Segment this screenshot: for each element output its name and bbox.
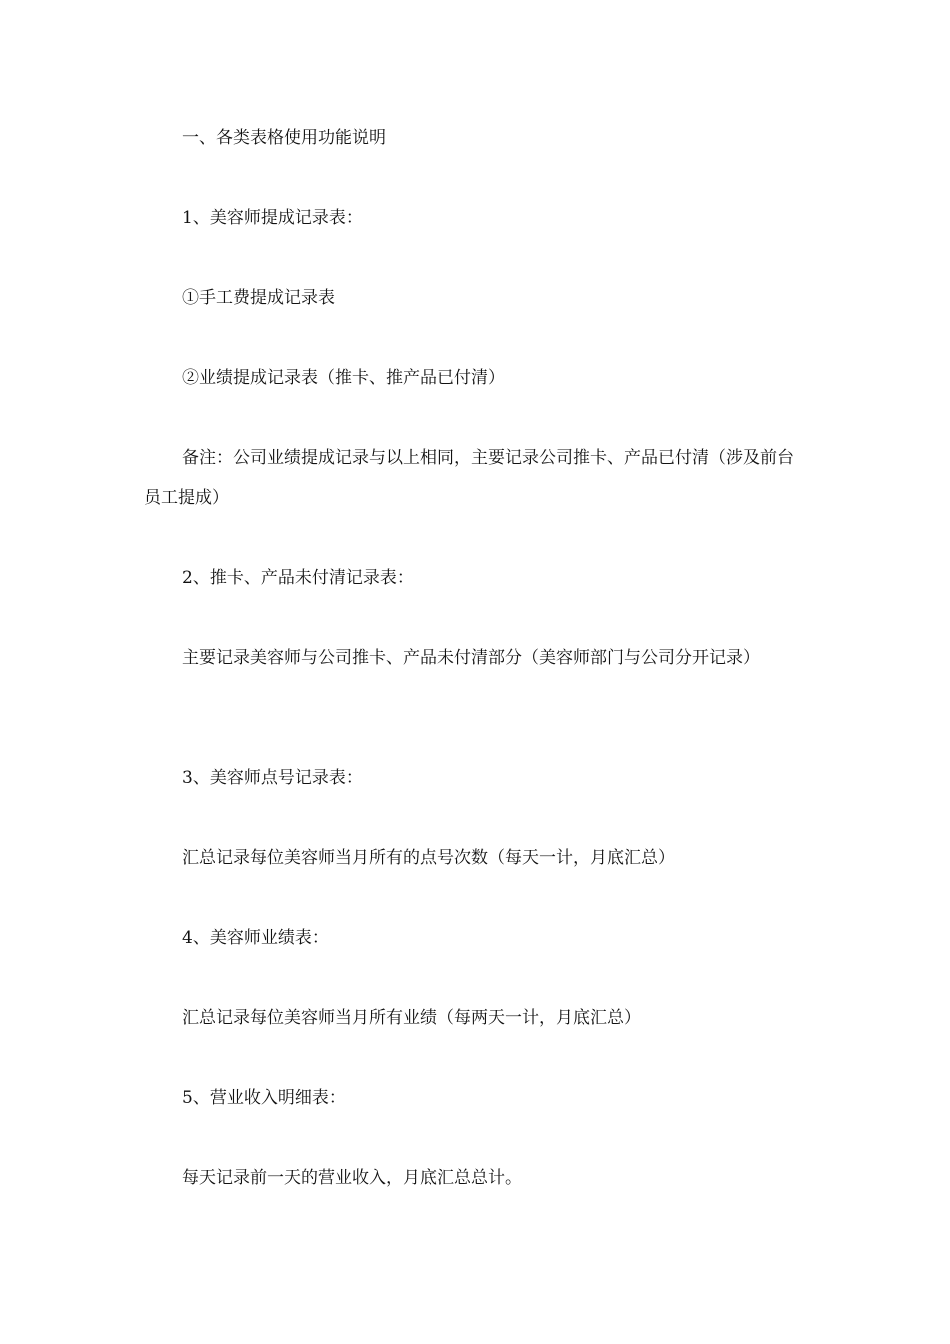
performance-description: 汇总记录每位美容师当月所有业绩（每两天一计，月底汇总） xyxy=(182,1008,641,1028)
item-heading-commission-record: 1、美容师提成记录表： xyxy=(182,208,363,228)
item-heading-revenue-detail: 5、营业收入明细表： xyxy=(182,1088,346,1108)
remark-paragraph: 备注：公司业绩提成记录与以上相同，主要记录公司推卡、产品已付清（涉及前台员工提成） xyxy=(144,448,794,508)
revenue-description: 每天记录前一天的营业收入，月底汇总总计。 xyxy=(182,1168,522,1188)
unpaid-description: 主要记录美容师与公司推卡、产品未付清部分（美容师部门与公司分开记录） xyxy=(182,648,760,668)
appointment-description: 汇总记录每位美容师当月所有的点号次数（每天一计，月底汇总） xyxy=(182,848,675,868)
section-heading: 一、各类表格使用功能说明 xyxy=(182,128,386,148)
item-heading-appointment-record: 3、美容师点号记录表： xyxy=(182,768,363,788)
sub-item-handwork-fee: ①手工费提成记录表 xyxy=(182,288,335,308)
sub-item-performance-commission: ②业绩提成记录表（推卡、推产品已付清） xyxy=(182,368,505,388)
item-heading-performance-table: 4、美容师业绩表： xyxy=(182,928,329,948)
item-heading-unpaid-record: 2、推卡、产品未付清记录表： xyxy=(182,568,414,588)
